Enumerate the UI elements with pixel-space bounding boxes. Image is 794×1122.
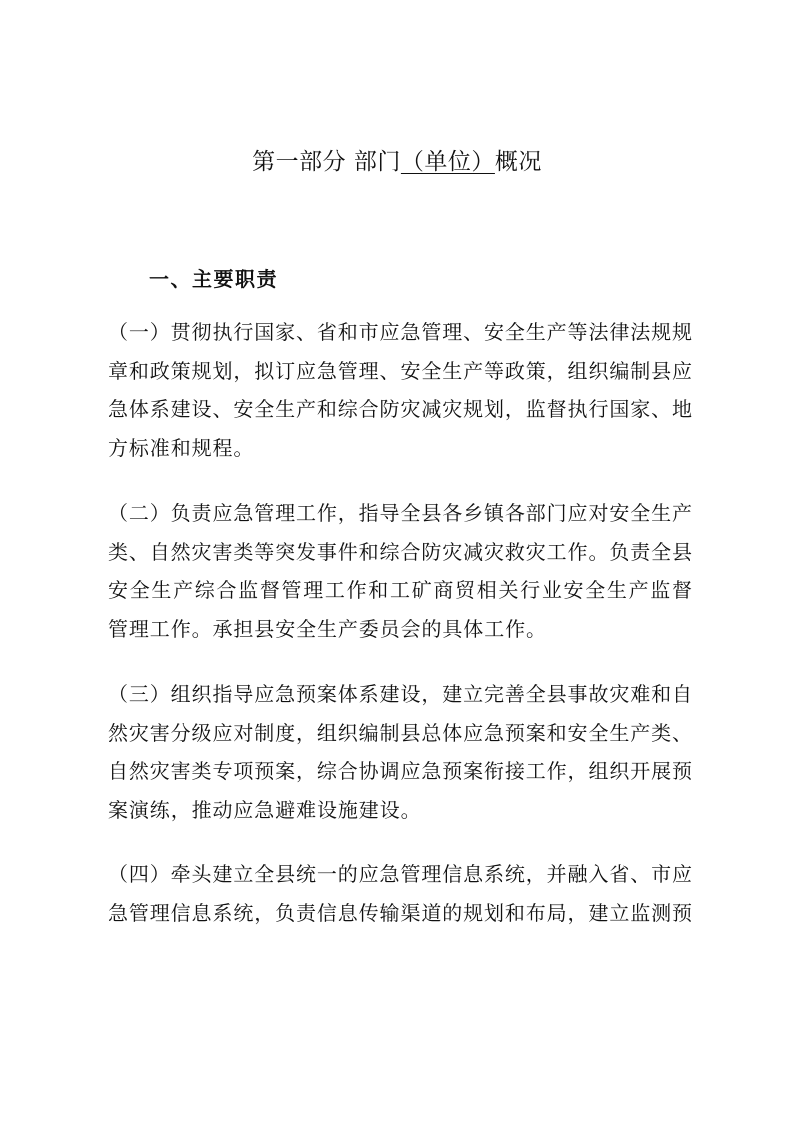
paragraph-line: 案演练，推动应急避难设施建设。 [108, 797, 422, 822]
paragraph-1 [108, 313, 692, 467]
paragraph-line: 类、自然灾害类等突发事件和综合防灾减灾救灾工作。负责全县 [108, 539, 692, 564]
title-part-1: 第一部分 部门 [252, 149, 401, 175]
section-heading: 一、主要职责 [149, 267, 278, 291]
paragraph-line: 管理工作。承担县安全生产委员会的具体工作。 [108, 616, 547, 641]
paragraph-line: 安全生产综合监督管理工作和工矿商贸相关行业安全生产监督 [108, 578, 692, 602]
paragraph-line: （二）负责应急管理工作，指导全县各乡镇各部门应对安全生产 [108, 501, 692, 525]
paragraph-line: 章和政策规划，拟订应急管理、安全生产等政策，组织编制县应 [108, 358, 692, 383]
paragraph-line: 然灾害分级应对制度，组织编制县总体应急预案和安全生产类、 [108, 720, 692, 745]
paragraph-line: （三）组织指导应急预案体系建设，建立完善全县事故灾难和自 [108, 682, 692, 706]
paragraph-line: （四）牵头建立全县统一的应急管理信息系统，并融入省、市应 [108, 862, 692, 886]
paragraph-2 [108, 494, 692, 648]
paragraph-line: 方标准和规程。 [108, 435, 255, 460]
paragraph-line: （一）贯彻执行国家、省和市应急管理、安全生产等法律法规规 [108, 320, 692, 344]
title-underlined-part: （单位） [400, 149, 495, 175]
paragraph-line: 急管理信息系统，负责信息传输渠道的规划和布局，建立监测预 [108, 900, 692, 925]
paragraph-3 [108, 675, 692, 829]
paragraph-4 [108, 855, 692, 932]
title-part-2: 概况 [494, 149, 542, 175]
paragraph-line: 急体系建设、安全生产和综合防灾减灾规划，监督执行国家、地 [108, 397, 692, 421]
page-title [0, 146, 794, 178]
paragraph-line: 自然灾害类专项预案，综合协调应急预案衔接工作，组织开展预 [108, 759, 692, 783]
